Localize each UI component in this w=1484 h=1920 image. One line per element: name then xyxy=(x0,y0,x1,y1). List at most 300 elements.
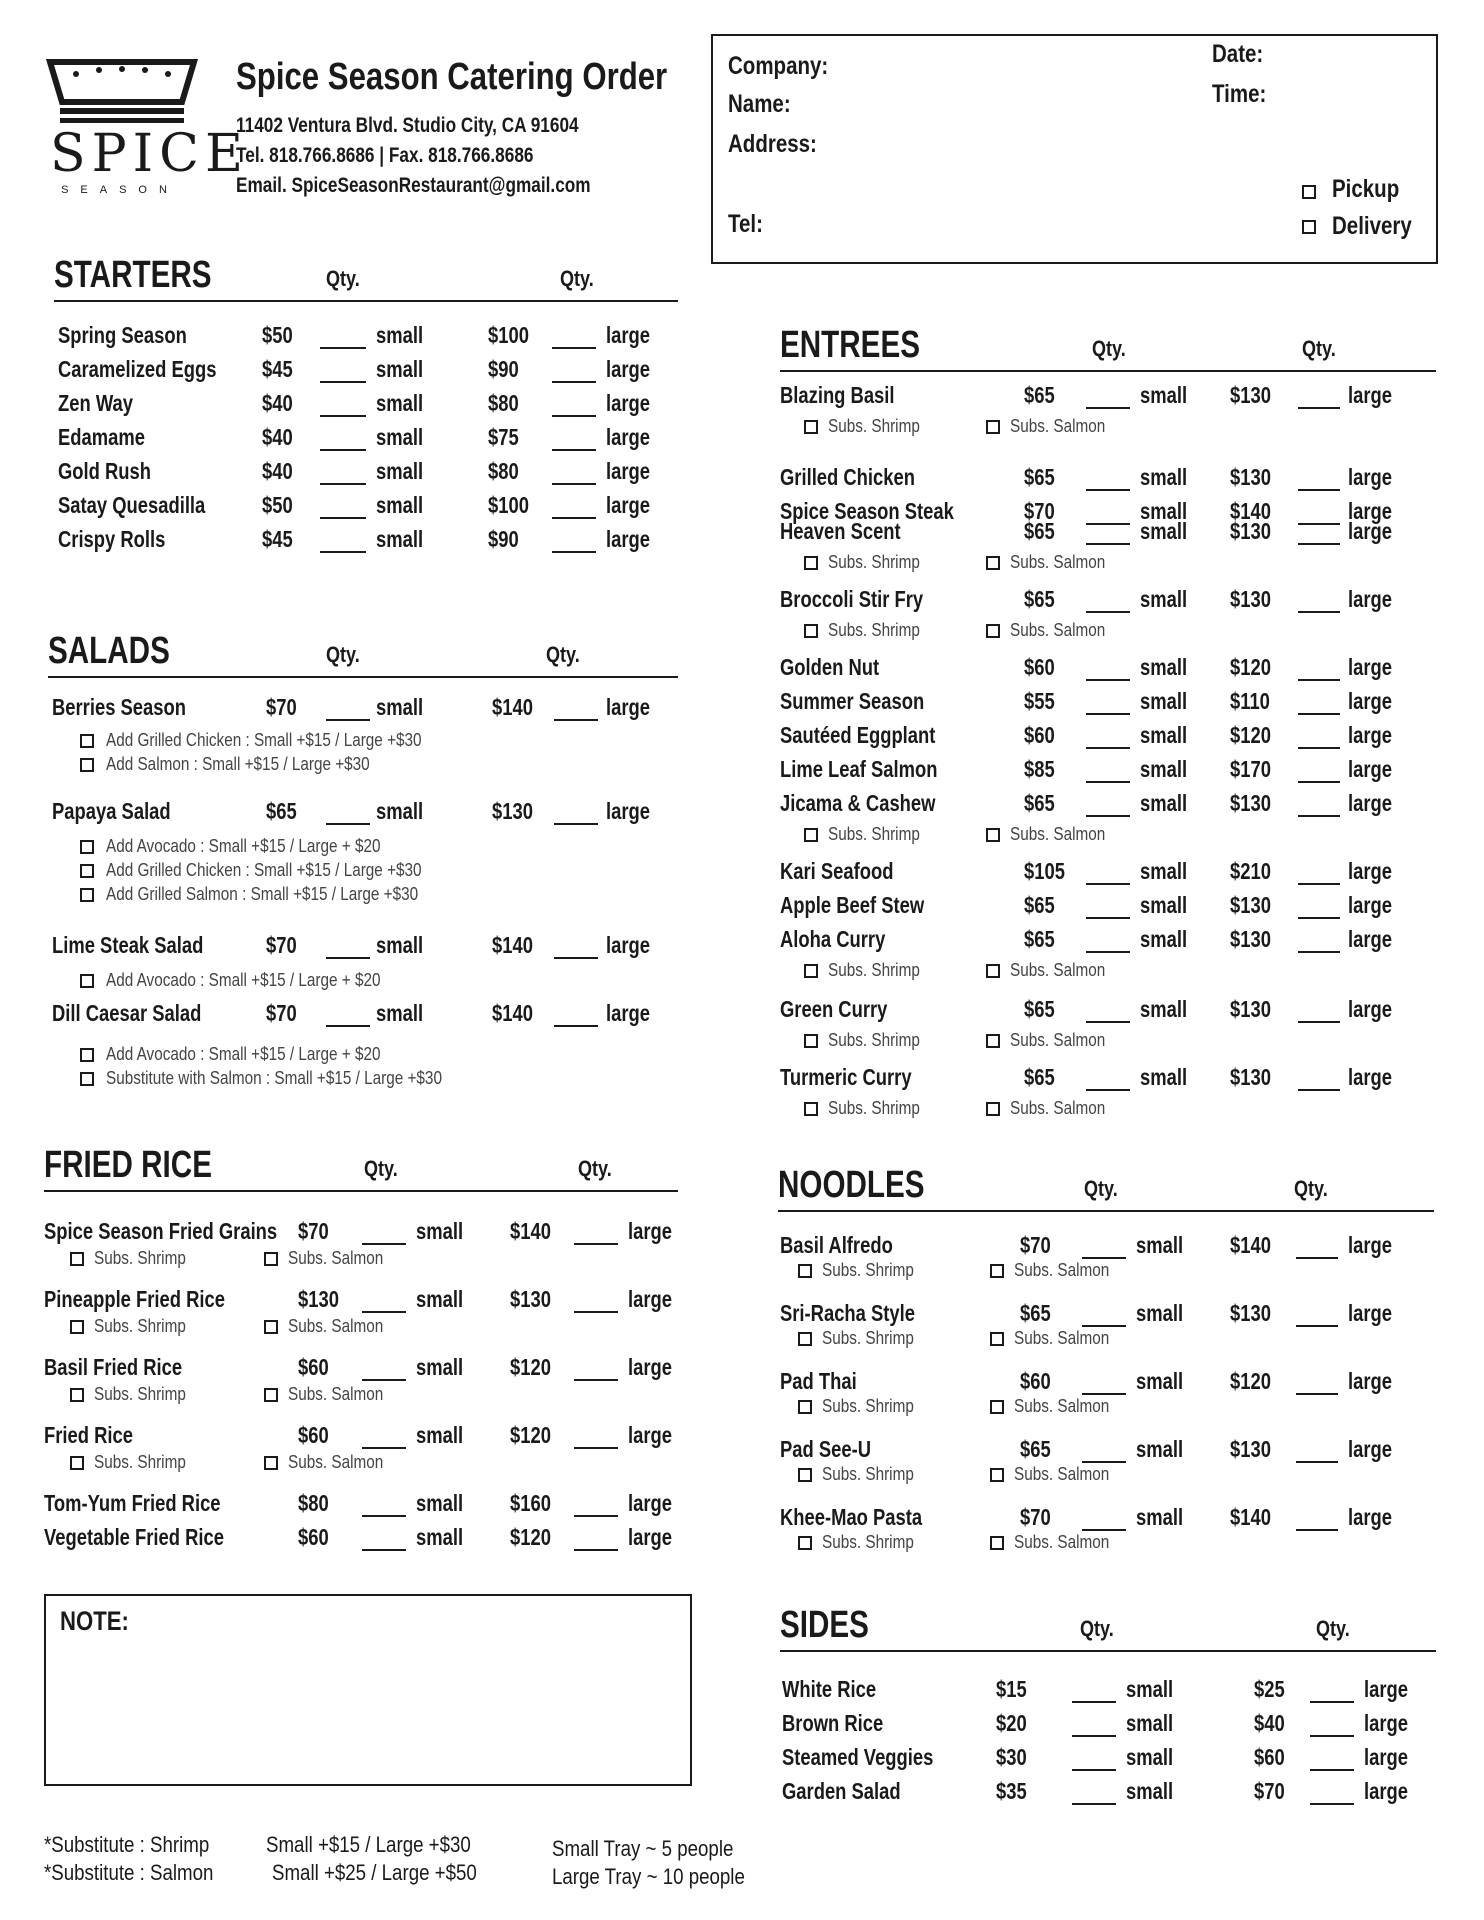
large-price: $25 xyxy=(1254,1676,1285,1702)
logo-subtitle: SEASON xyxy=(61,184,179,196)
subs-salmon-label: Subs. Salmon xyxy=(288,1384,384,1404)
large-label: large xyxy=(1348,892,1392,918)
subs-shrimp-checkbox[interactable] xyxy=(804,420,818,434)
large-label: large xyxy=(1348,756,1392,782)
subs-shrimp-label: Subs. Shrimp xyxy=(822,1260,914,1280)
large-price: $80 xyxy=(488,390,519,416)
subs-salmon-label: Subs. Salmon xyxy=(1014,1328,1110,1348)
large-qty-input[interactable] xyxy=(1298,747,1340,749)
menu-item-name: Kari Seafood xyxy=(780,858,894,884)
large-qty-input[interactable] xyxy=(1310,1701,1354,1703)
large-qty-input[interactable] xyxy=(554,957,598,959)
small-qty-input[interactable] xyxy=(1086,611,1130,613)
small-label: small xyxy=(1140,688,1188,714)
addon-checkbox[interactable] xyxy=(80,888,94,902)
small-price: $65 xyxy=(1024,464,1055,490)
subs-shrimp-checkbox[interactable] xyxy=(804,1102,818,1116)
large-label: large xyxy=(1348,790,1392,816)
large-qty-input[interactable] xyxy=(552,381,596,383)
noodles-section-title: NOODLES xyxy=(778,1164,925,1206)
menu-item-name: Aloha Curry xyxy=(780,926,886,952)
small-label: small xyxy=(376,694,424,720)
addon-checkbox[interactable] xyxy=(80,1048,94,1062)
small-qty-input[interactable] xyxy=(1086,489,1130,491)
small-qty-input[interactable] xyxy=(1082,1257,1126,1259)
subs-salmon-checkbox[interactable] xyxy=(986,1034,1000,1048)
large-price: $120 xyxy=(1230,722,1271,748)
small-label: small xyxy=(376,424,424,450)
large-label: large xyxy=(1348,722,1392,748)
large-qty-input[interactable] xyxy=(1298,781,1340,783)
menu-item-name: Spice Season Steak xyxy=(780,498,954,524)
menu-item-name: Jicama & Cashew xyxy=(780,790,936,816)
large-price: $120 xyxy=(510,1524,551,1550)
large-label: large xyxy=(628,1354,672,1380)
large-label: large xyxy=(628,1490,672,1516)
large-qty-input[interactable] xyxy=(1296,1257,1338,1259)
large-qty-input[interactable] xyxy=(1296,1529,1338,1531)
note-label: NOTE: xyxy=(60,1606,129,1636)
menu-item-name: Vegetable Fried Rice xyxy=(44,1524,224,1550)
large-label: large xyxy=(606,356,650,382)
small-label: small xyxy=(1126,1710,1174,1736)
large-qty-input[interactable] xyxy=(1298,1021,1340,1023)
small-price: $65 xyxy=(1020,1436,1051,1462)
small-qty-input[interactable] xyxy=(362,1379,406,1381)
large-label: large xyxy=(606,526,650,552)
subs-shrimp-checkbox[interactable] xyxy=(70,1388,84,1402)
subs-shrimp-checkbox[interactable] xyxy=(804,828,818,842)
menu-item-name: Golden Nut xyxy=(780,654,880,680)
small-price: $65 xyxy=(1024,586,1055,612)
subs-shrimp-checkbox[interactable] xyxy=(798,1264,812,1278)
restaurant-address: 11402 Ventura Blvd. Studio City, CA 91604 xyxy=(236,114,579,137)
large-price: $100 xyxy=(488,322,529,348)
subs-salmon-checkbox[interactable] xyxy=(264,1456,278,1470)
small-qty-input[interactable] xyxy=(362,1311,406,1313)
qty-small-header: Qty. xyxy=(1084,1176,1118,1201)
menu-item-name: Zen Way xyxy=(58,390,133,416)
subs-shrimp-label: Subs. Shrimp xyxy=(828,1098,920,1118)
subs-shrimp-checkbox[interactable] xyxy=(804,1034,818,1048)
sides-section-rule xyxy=(780,1650,1436,1652)
pickup-checkbox[interactable] xyxy=(1302,185,1316,199)
small-qty-input[interactable] xyxy=(1086,523,1130,525)
large-price: $130 xyxy=(1230,926,1271,952)
small-price: $70 xyxy=(266,932,297,958)
large-price: $120 xyxy=(510,1422,551,1448)
menu-item-name: Crispy Rolls xyxy=(58,526,166,552)
large-qty-input[interactable] xyxy=(1296,1393,1338,1395)
large-price: $130 xyxy=(1230,382,1271,408)
qty-large-header: Qty. xyxy=(1302,336,1336,361)
qty-large-header: Qty. xyxy=(1316,1616,1350,1641)
small-label: small xyxy=(1140,790,1188,816)
large-qty-input[interactable] xyxy=(1298,679,1340,681)
large-label: large xyxy=(1348,1300,1392,1326)
small-qty-input[interactable] xyxy=(1086,781,1130,783)
small-qty-input[interactable] xyxy=(326,823,370,825)
delivery-checkbox[interactable] xyxy=(1302,220,1316,234)
menu-item-name: Satay Quesadilla xyxy=(58,492,206,518)
large-price: $130 xyxy=(1230,1436,1271,1462)
large-qty-input[interactable] xyxy=(1298,883,1340,885)
menu-item-name: Brown Rice xyxy=(782,1710,884,1736)
subs-salmon-checkbox[interactable] xyxy=(986,624,1000,638)
small-price: $40 xyxy=(262,424,293,450)
subs-shrimp-checkbox[interactable] xyxy=(70,1456,84,1470)
menu-item-name: Tom-Yum Fried Rice xyxy=(44,1490,221,1516)
menu-item-name: Broccoli Stir Fry xyxy=(780,586,924,612)
small-label: small xyxy=(1136,1504,1184,1530)
subs-shrimp-label: Subs. Shrimp xyxy=(822,1532,914,1552)
small-qty-input[interactable] xyxy=(1072,1701,1116,1703)
subs-shrimp-checkbox[interactable] xyxy=(798,1468,812,1482)
restaurant-email: Email. SpiceSeasonRestaurant@gmail.com xyxy=(236,174,591,197)
small-label: small xyxy=(1140,756,1188,782)
small-price: $65 xyxy=(1024,382,1055,408)
noodles-section-rule xyxy=(778,1210,1434,1212)
small-price: $70 xyxy=(1020,1504,1051,1530)
large-price: $210 xyxy=(1230,858,1271,884)
menu-item-name: Sri-Racha Style xyxy=(780,1300,915,1326)
small-label: small xyxy=(1136,1368,1184,1394)
large-price: $170 xyxy=(1230,756,1271,782)
small-price: $60 xyxy=(1024,722,1055,748)
menu-item-name: Turmeric Curry xyxy=(780,1064,912,1090)
large-price: $60 xyxy=(1254,1744,1285,1770)
small-qty-input[interactable] xyxy=(1082,1461,1126,1463)
large-qty-input[interactable] xyxy=(574,1549,618,1551)
large-qty-input[interactable] xyxy=(574,1447,618,1449)
large-qty-input[interactable] xyxy=(574,1311,618,1313)
small-qty-input[interactable] xyxy=(362,1447,406,1449)
subs-salmon-checkbox[interactable] xyxy=(986,420,1000,434)
large-qty-input[interactable] xyxy=(554,719,598,721)
small-qty-input[interactable] xyxy=(1086,713,1130,715)
large-qty-input[interactable] xyxy=(554,1025,598,1027)
large-label: large xyxy=(1348,654,1392,680)
menu-item-name: White Rice xyxy=(782,1676,877,1702)
large-qty-input[interactable] xyxy=(1298,543,1340,545)
subs-salmon-checkbox[interactable] xyxy=(264,1252,278,1266)
large-price: $70 xyxy=(1254,1778,1285,1804)
menu-item-name: Blazing Basil xyxy=(780,382,895,408)
subs-salmon-checkbox[interactable] xyxy=(986,828,1000,842)
small-qty-input[interactable] xyxy=(320,347,366,349)
large-price: $140 xyxy=(1230,1232,1271,1258)
substitute-salmon-label: *Substitute : Salmon xyxy=(44,1860,214,1885)
small-price: $40 xyxy=(262,458,293,484)
small-label: small xyxy=(416,1422,464,1448)
small-price: $45 xyxy=(262,526,293,552)
subs-salmon-label: Subs. Salmon xyxy=(288,1316,384,1336)
addon-checkbox[interactable] xyxy=(80,734,94,748)
large-label: large xyxy=(1364,1778,1408,1804)
small-label: small xyxy=(1126,1778,1174,1804)
large-qty-input[interactable] xyxy=(1298,1089,1340,1091)
large-label: large xyxy=(1348,858,1392,884)
large-qty-input[interactable] xyxy=(1298,917,1340,919)
subs-salmon-checkbox[interactable] xyxy=(264,1388,278,1402)
small-qty-input[interactable] xyxy=(320,483,366,485)
small-price: $65 xyxy=(1024,1064,1055,1090)
page-title: Spice Season Catering Order xyxy=(236,56,668,98)
addon-checkbox[interactable] xyxy=(80,864,94,878)
large-qty-input[interactable] xyxy=(574,1243,618,1245)
small-price: $105 xyxy=(1024,858,1065,884)
small-label: small xyxy=(1126,1676,1174,1702)
small-label: small xyxy=(376,390,424,416)
small-qty-input[interactable] xyxy=(320,415,366,417)
menu-item-name: Heaven Scent xyxy=(780,518,901,544)
large-price: $80 xyxy=(488,458,519,484)
large-label: large xyxy=(1348,464,1392,490)
small-qty-input[interactable] xyxy=(326,1025,370,1027)
large-price: $130 xyxy=(1230,464,1271,490)
large-qty-input[interactable] xyxy=(574,1379,618,1381)
addon-checkbox[interactable] xyxy=(80,1072,94,1086)
large-label: large xyxy=(606,492,650,518)
large-price: $140 xyxy=(1230,1504,1271,1530)
large-price: $120 xyxy=(510,1354,551,1380)
subs-salmon-checkbox[interactable] xyxy=(990,1332,1004,1346)
subs-salmon-label: Subs. Salmon xyxy=(1010,620,1106,640)
qty-small-header: Qty. xyxy=(326,266,360,291)
date-label: Date: xyxy=(1212,40,1264,68)
note-box[interactable] xyxy=(44,1594,692,1786)
large-price: $140 xyxy=(510,1218,551,1244)
substitute-salmon-price: Small +$25 / Large +$50 xyxy=(272,1860,477,1885)
subs-shrimp-checkbox[interactable] xyxy=(70,1252,84,1266)
small-label: small xyxy=(1140,518,1188,544)
small-price: $130 xyxy=(298,1286,339,1312)
large-price: $100 xyxy=(488,492,529,518)
small-qty-input[interactable] xyxy=(326,719,370,721)
subs-salmon-label: Subs. Salmon xyxy=(288,1248,384,1268)
small-qty-input[interactable] xyxy=(326,957,370,959)
small-price: $35 xyxy=(996,1778,1027,1804)
starters-section-title: STARTERS xyxy=(54,254,212,296)
large-label: large xyxy=(1348,926,1392,952)
large-qty-input[interactable] xyxy=(552,551,596,553)
small-price: $60 xyxy=(298,1422,329,1448)
small-price: $60 xyxy=(1020,1368,1051,1394)
large-qty-input[interactable] xyxy=(1298,713,1340,715)
large-qty-input[interactable] xyxy=(1298,611,1340,613)
small-price: $65 xyxy=(1024,790,1055,816)
restaurant-phone-fax: Tel. 818.766.8686 | Fax. 818.766.8686 xyxy=(236,144,534,167)
subs-shrimp-label: Subs. Shrimp xyxy=(822,1396,914,1416)
small-label: small xyxy=(376,458,424,484)
small-price: $30 xyxy=(996,1744,1027,1770)
chef-hat-logo-icon xyxy=(46,56,198,126)
small-price: $70 xyxy=(266,1000,297,1026)
addon-checkbox[interactable] xyxy=(80,758,94,772)
qty-large-header: Qty. xyxy=(1294,1176,1328,1201)
company-label: Company: xyxy=(728,52,829,80)
large-price: $120 xyxy=(1230,1368,1271,1394)
menu-item-name: Edamame xyxy=(58,424,145,450)
large-qty-input[interactable] xyxy=(552,517,596,519)
subs-salmon-checkbox[interactable] xyxy=(990,1468,1004,1482)
addon-checkbox[interactable] xyxy=(80,840,94,854)
small-price: $50 xyxy=(262,322,293,348)
large-label: large xyxy=(1348,498,1392,524)
qty-small-header: Qty. xyxy=(326,642,360,667)
large-label: large xyxy=(1348,996,1392,1022)
subs-salmon-label: Subs. Salmon xyxy=(1010,824,1106,844)
small-price: $70 xyxy=(1020,1232,1051,1258)
small-qty-input[interactable] xyxy=(362,1515,406,1517)
large-tray-note: Large Tray ~ 10 people xyxy=(552,1864,745,1889)
subs-shrimp-label: Subs. Shrimp xyxy=(822,1464,914,1484)
small-price: $85 xyxy=(1024,756,1055,782)
small-price: $60 xyxy=(298,1354,329,1380)
large-qty-input[interactable] xyxy=(1298,523,1340,525)
small-qty-input[interactable] xyxy=(1072,1735,1116,1737)
small-qty-input[interactable] xyxy=(1072,1803,1116,1805)
addon-option-label: Add Avocado : Small +$15 / Large + $20 xyxy=(106,836,381,856)
subs-salmon-checkbox[interactable] xyxy=(990,1400,1004,1414)
subs-salmon-checkbox[interactable] xyxy=(986,556,1000,570)
large-qty-input[interactable] xyxy=(552,347,596,349)
subs-salmon-label: Subs. Salmon xyxy=(1010,1098,1106,1118)
subs-salmon-label: Subs. Salmon xyxy=(1010,552,1106,572)
large-qty-input[interactable] xyxy=(1296,1461,1338,1463)
addon-option-label: Add Grilled Chicken : Small +$15 / Large +$30 xyxy=(106,860,422,880)
menu-item-name: Lime Leaf Salmon xyxy=(780,756,938,782)
menu-item-name: Summer Season xyxy=(780,688,925,714)
large-qty-input[interactable] xyxy=(552,449,596,451)
small-price: $65 xyxy=(1024,996,1055,1022)
small-qty-input[interactable] xyxy=(362,1243,406,1245)
small-qty-input[interactable] xyxy=(1086,543,1130,545)
subs-salmon-label: Subs. Salmon xyxy=(1014,1532,1110,1552)
subs-shrimp-checkbox[interactable] xyxy=(798,1536,812,1550)
small-price: $70 xyxy=(1024,498,1055,524)
subs-shrimp-checkbox[interactable] xyxy=(804,624,818,638)
large-price: $120 xyxy=(1230,654,1271,680)
small-qty-input[interactable] xyxy=(1082,1325,1126,1327)
small-qty-input[interactable] xyxy=(1086,1089,1130,1091)
large-label: large xyxy=(606,932,650,958)
subs-salmon-checkbox[interactable] xyxy=(990,1536,1004,1550)
subs-shrimp-checkbox[interactable] xyxy=(70,1320,84,1334)
large-price: $130 xyxy=(1230,1064,1271,1090)
small-label: small xyxy=(1140,926,1188,952)
menu-item-name: Gold Rush xyxy=(58,458,152,484)
small-label: small xyxy=(376,798,424,824)
small-qty-input[interactable] xyxy=(320,381,366,383)
large-qty-input[interactable] xyxy=(1310,1735,1354,1737)
large-qty-input[interactable] xyxy=(1298,951,1340,953)
subs-shrimp-checkbox[interactable] xyxy=(798,1332,812,1346)
large-qty-input[interactable] xyxy=(1298,815,1340,817)
small-qty-input[interactable] xyxy=(1086,407,1130,409)
large-label: large xyxy=(606,798,650,824)
menu-item-name: Fried Rice xyxy=(44,1422,133,1448)
subs-salmon-checkbox[interactable] xyxy=(264,1320,278,1334)
subs-shrimp-label: Subs. Shrimp xyxy=(94,1452,186,1472)
subs-salmon-label: Subs. Salmon xyxy=(1010,416,1106,436)
large-qty-input[interactable] xyxy=(1310,1803,1354,1805)
small-qty-input[interactable] xyxy=(1072,1769,1116,1771)
large-label: large xyxy=(606,694,650,720)
subs-salmon-checkbox[interactable] xyxy=(990,1264,1004,1278)
subs-shrimp-label: Subs. Shrimp xyxy=(828,824,920,844)
large-label: large xyxy=(628,1422,672,1448)
subs-salmon-label: Subs. Salmon xyxy=(1014,1260,1110,1280)
large-qty-input[interactable] xyxy=(574,1515,618,1517)
large-qty-input[interactable] xyxy=(554,823,598,825)
large-qty-input[interactable] xyxy=(1298,489,1340,491)
large-qty-input[interactable] xyxy=(1298,407,1340,409)
large-qty-input[interactable] xyxy=(1310,1769,1354,1771)
subs-shrimp-label: Subs. Shrimp xyxy=(94,1316,186,1336)
small-price: $40 xyxy=(262,390,293,416)
subs-shrimp-label: Subs. Shrimp xyxy=(822,1328,914,1348)
subs-salmon-label: Subs. Salmon xyxy=(1010,1030,1106,1050)
large-qty-input[interactable] xyxy=(1296,1325,1338,1327)
large-price: $130 xyxy=(1230,518,1271,544)
small-qty-input[interactable] xyxy=(1086,747,1130,749)
large-label: large xyxy=(1348,1368,1392,1394)
small-qty-input[interactable] xyxy=(1082,1529,1126,1531)
subs-salmon-checkbox[interactable] xyxy=(986,964,1000,978)
delivery-label: Delivery xyxy=(1332,212,1412,240)
subs-salmon-checkbox[interactable] xyxy=(986,1102,1000,1116)
small-label: small xyxy=(1136,1300,1184,1326)
addon-option-label: Substitute with Salmon : Small +$15 / Large +$30 xyxy=(106,1068,442,1088)
small-qty-input[interactable] xyxy=(1086,1021,1130,1023)
small-label: small xyxy=(1140,858,1188,884)
large-qty-input[interactable] xyxy=(552,415,596,417)
small-qty-input[interactable] xyxy=(1086,679,1130,681)
small-qty-input[interactable] xyxy=(320,517,366,519)
small-qty-input[interactable] xyxy=(1086,951,1130,953)
small-label: small xyxy=(1140,892,1188,918)
small-qty-input[interactable] xyxy=(1086,917,1130,919)
subs-shrimp-checkbox[interactable] xyxy=(804,964,818,978)
subs-shrimp-checkbox[interactable] xyxy=(804,556,818,570)
small-price: $45 xyxy=(262,356,293,382)
small-label: small xyxy=(1140,382,1188,408)
addon-checkbox[interactable] xyxy=(80,974,94,988)
small-qty-input[interactable] xyxy=(362,1549,406,1551)
qty-large-header: Qty. xyxy=(546,642,580,667)
large-qty-input[interactable] xyxy=(552,483,596,485)
subs-salmon-label: Subs. Salmon xyxy=(288,1452,384,1472)
subs-shrimp-checkbox[interactable] xyxy=(798,1400,812,1414)
small-qty-input[interactable] xyxy=(320,449,366,451)
small-qty-input[interactable] xyxy=(1086,883,1130,885)
subs-shrimp-label: Subs. Shrimp xyxy=(828,552,920,572)
small-label: small xyxy=(416,1524,464,1550)
addon-option-label: Add Avocado : Small +$15 / Large + $20 xyxy=(106,1044,381,1064)
address-label: Address: xyxy=(728,130,817,158)
large-label: large xyxy=(1348,1436,1392,1462)
small-label: small xyxy=(1126,1744,1174,1770)
small-label: small xyxy=(1140,464,1188,490)
large-label: large xyxy=(606,1000,650,1026)
small-qty-input[interactable] xyxy=(320,551,366,553)
small-qty-input[interactable] xyxy=(1082,1393,1126,1395)
small-price: $55 xyxy=(1024,688,1055,714)
small-qty-input[interactable] xyxy=(1086,815,1130,817)
small-price: $70 xyxy=(266,694,297,720)
addon-option-label: Add Grilled Chicken : Small +$15 / Large +$30 xyxy=(106,730,422,750)
